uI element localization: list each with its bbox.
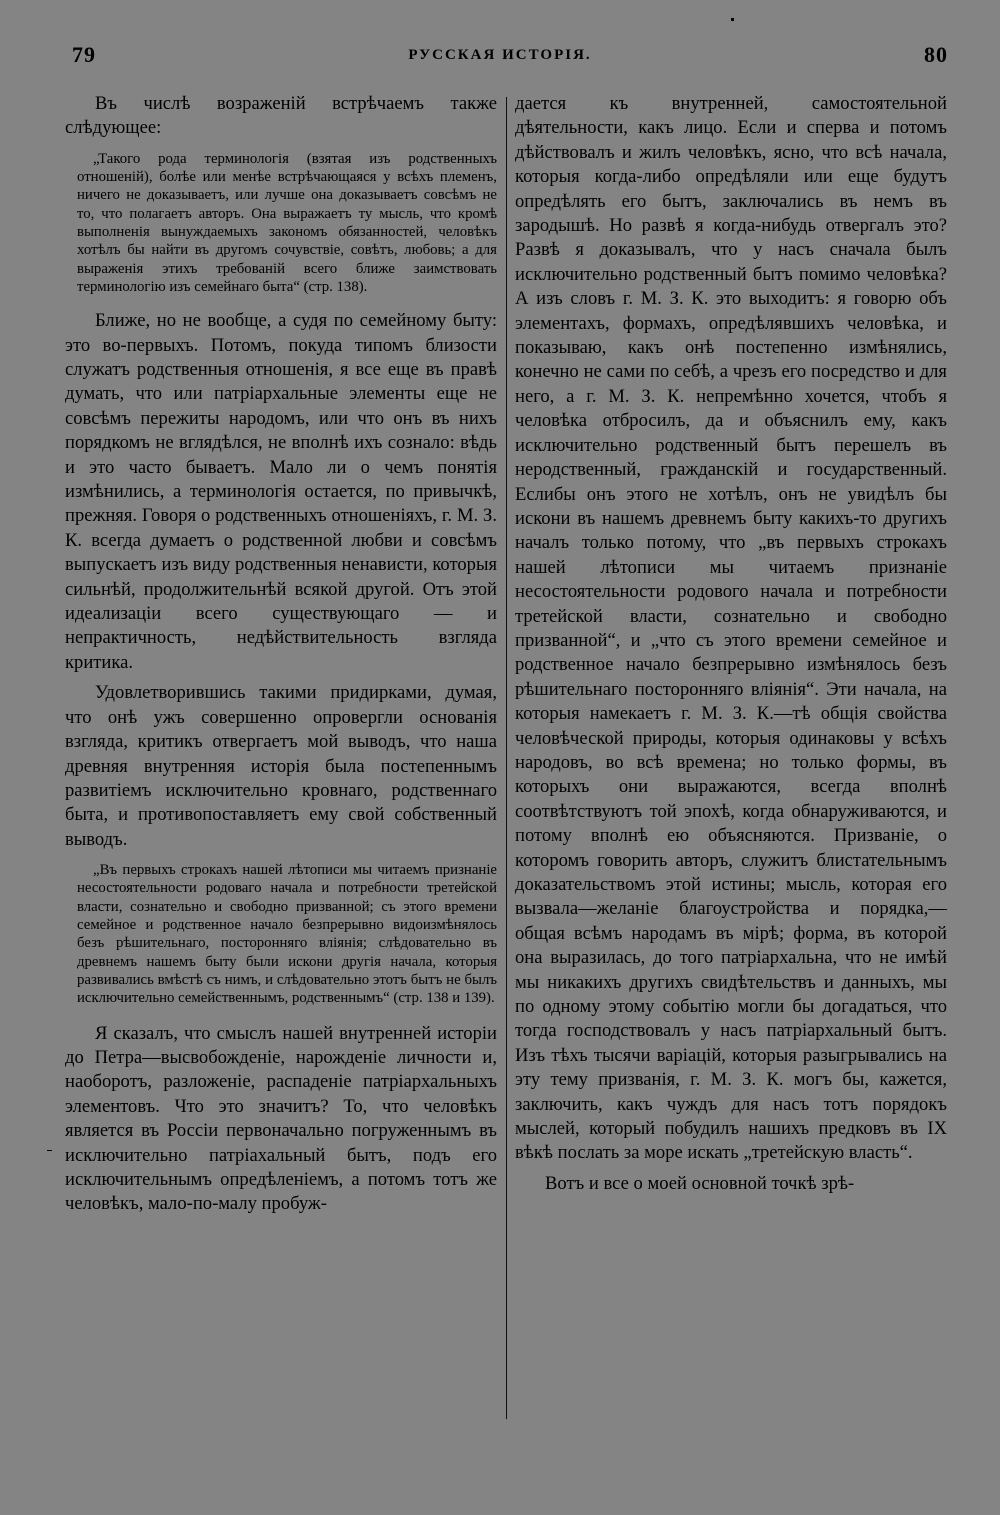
paragraph: Я сказалъ, что смыслъ нашей внутренней исторіи до Петра—высвобожденіе, нарожденіе личности и, наоборотъ, разложеніе, распаденіе патріархальныхъ элементовъ. Что это значитъ? То, что человѣкъ является въ Россіи первоначально погруженнымъ въ исключительно патріахальный бытъ, подъ его исключительнымъ опредѣленіемъ, а потомъ тотъ же человѣкъ, мало-по-малу пробуж- (65, 1022, 497, 1215)
paragraph: Вотъ и все о моей основной точкѣ зрѣ- (545, 1172, 855, 1194)
running-title: РУССКАЯ ИСТОРІЯ. (408, 47, 592, 63)
left-column (65, 92, 497, 1217)
paragraph: дается къ внутренней, самостоятельной дѣятельности, какъ лицо. Если и сперва и потомъ дѣйствовалъ и жилъ человѣкъ, ясно, что всѣ начала, которыя когда-либо опредѣляли или еще будутъ опредѣлять его бытъ, заключались въ немъ въ зародышѣ. Но развѣ я когда-нибудь отвергалъ это? Развѣ я доказывалъ, что у насъ сначала былъ исключительно родственный бытъ помимо человѣка? А изъ словъ г. М. З. К. это выходитъ: я говорю объ элементахъ, формахъ, опредѣлявшихъ человѣка, и показываю, какъ онѣ постепенно измѣнялись, конечно не сами по себѣ, а чрезъ его посредство и для него, а г. М. З. К. непремѣнно хочется, чтобъ я человѣка отбросилъ, да и объяснилъ ему, какъ исключительно родственный бытъ перешелъ въ неродственный, гражданскій и государственный. Еслибы онъ этого не хотѣлъ, онъ не увидѣлъ бы искони въ нашемъ древнемъ быту какихъ-то другихъ началъ только потому, что „въ первыхъ строкахъ нашей лѣтописи мы читаемъ признаніе несостоятельности родового начала и потребности третейской власти, сознательно и свободно призванной“, и „что съ этого времени семейное и родственное начало безпрерывно измѣнялось безъ рѣшительнаго посторонняго вліянія“. Эти начала, на которыя намекаетъ г. М. З. К.—тѣ общія свойства человѣческой природы, которыя одинаковы у всѣхъ народовъ, во всѣ времена; но только формы, въ которыхъ они выражаются, всегда вполнѣ соотвѣтствуютъ той эпохѣ, когда обнаруживаются, и потому вполнѣ ею объясняются. Призваніе, о которомъ говорить авторъ, служитъ блистательнымъ доказательствомъ этой истины; мысль, которая его вызвала—желаніе благоустройства и порядка,—общая всѣмъ народамъ въ мірѣ; форма, въ которой она выразилась, до того патріархальна, что не имѣй мы никакихъ другихъ свидѣтельствъ и данныхъ, мы по одному этому событію могли бы догадаться, что тогда господствовалъ у насъ патріархальный бытъ. Изъ тѣхъ тысячи варіацій, которыя разыгрывались на эту тему призванія, г. М. З. К. могъ бы, кажется, заключить, какъ чуждъ для насъ тотъ порядокъ мыслей, который побудилъ нашихъ предковъ въ IX вѣкѣ послать за море искать „третейскую власть“. (515, 93, 947, 1164)
page-number-left: 79 (72, 42, 96, 67)
margin-mark (47, 1150, 52, 1151)
column-divider (506, 97, 507, 1419)
ink-speck (731, 18, 734, 21)
block-quote: „Такого рода терминологія (взятая изъ родственныхъ отношеній), болѣе или менѣе встрѣчающаяся у всѣхъ племенъ, ничего не доказываетъ, или лучше она доказываетъ совсѣмъ не то, что полагаетъ авторъ. Она выражаетъ ту мысль, что кромѣ выполненія вынуждаемыхъ закономъ обязанностей, человѣкъ хотѣлъ бы найти въ другомъ сочувствіе, совѣтъ, любовь; а для выраженія этихъ требованій всего ближе заимствовать терминологію изъ семейнаго быта“ (стр. 138). (77, 150, 497, 295)
page-number-right: 80 (924, 42, 948, 67)
paragraph: Въ числѣ возраженій встрѣчаемъ также слѣдующее: (65, 93, 497, 139)
right-column (515, 92, 947, 1196)
paragraph: Удовлетворившись такими придирками, думая, что онѣ ужъ совершенно опровергли основанія взгляда, критикъ отвергаетъ мой выводъ, что наша древняя внутренняя исторія была постепеннымъ развитіемъ исключительно кровнаго, родственнаго быта, и противопоставляетъ ему свой собственный выводъ. (65, 682, 497, 850)
block-quote: „Въ первыхъ строкахъ нашей лѣтописи мы читаемъ признаніе несостоятельности родоваго начала и потребности третейской власти, сознательно и свободно призванной; съ этого времени семейное и родственное начало безпрерывно видоизмѣнялось безъ рѣшительнаго, посторонняго вліянія; слѣдовательно въ древнемъ нашемъ быту были искони другія начала, которыя развивались вмѣстѣ съ нимъ, и слѣдовательно этотъ бытъ не былъ исключительно семейственнымъ, родственнымъ“ (стр. 138 и 139). (77, 862, 497, 1007)
paragraph: Ближе, но не вообще, а судя по семейному быту: это во-первыхъ. Потомъ, покуда типомъ близости служатъ родственныя отношенія, я все еще въ правѣ думать, что или патріархальные элементы еще не совсѣмъ пережиты народомъ, или что онъ въ нихъ порядкомъ не вглядѣлся, не вполнѣ ихъ сознало: вѣдь и это часто бываетъ. Мало ли о чемъ понятія измѣнились, а терминологія остается, по привычкѣ, прежняя. Говоря о родственныхъ отношеніяхъ, г. М. З. К. всегда думаетъ о родственной любви и совсѣмъ выпускаетъ изъ виду родственныя ненависти, которыя сильнѣй, продолжительнѣй всякой другой. Отъ этой идеализаціи всего существующаго — и непрактичность, недѣйствительность взгляда критика. (65, 310, 497, 673)
